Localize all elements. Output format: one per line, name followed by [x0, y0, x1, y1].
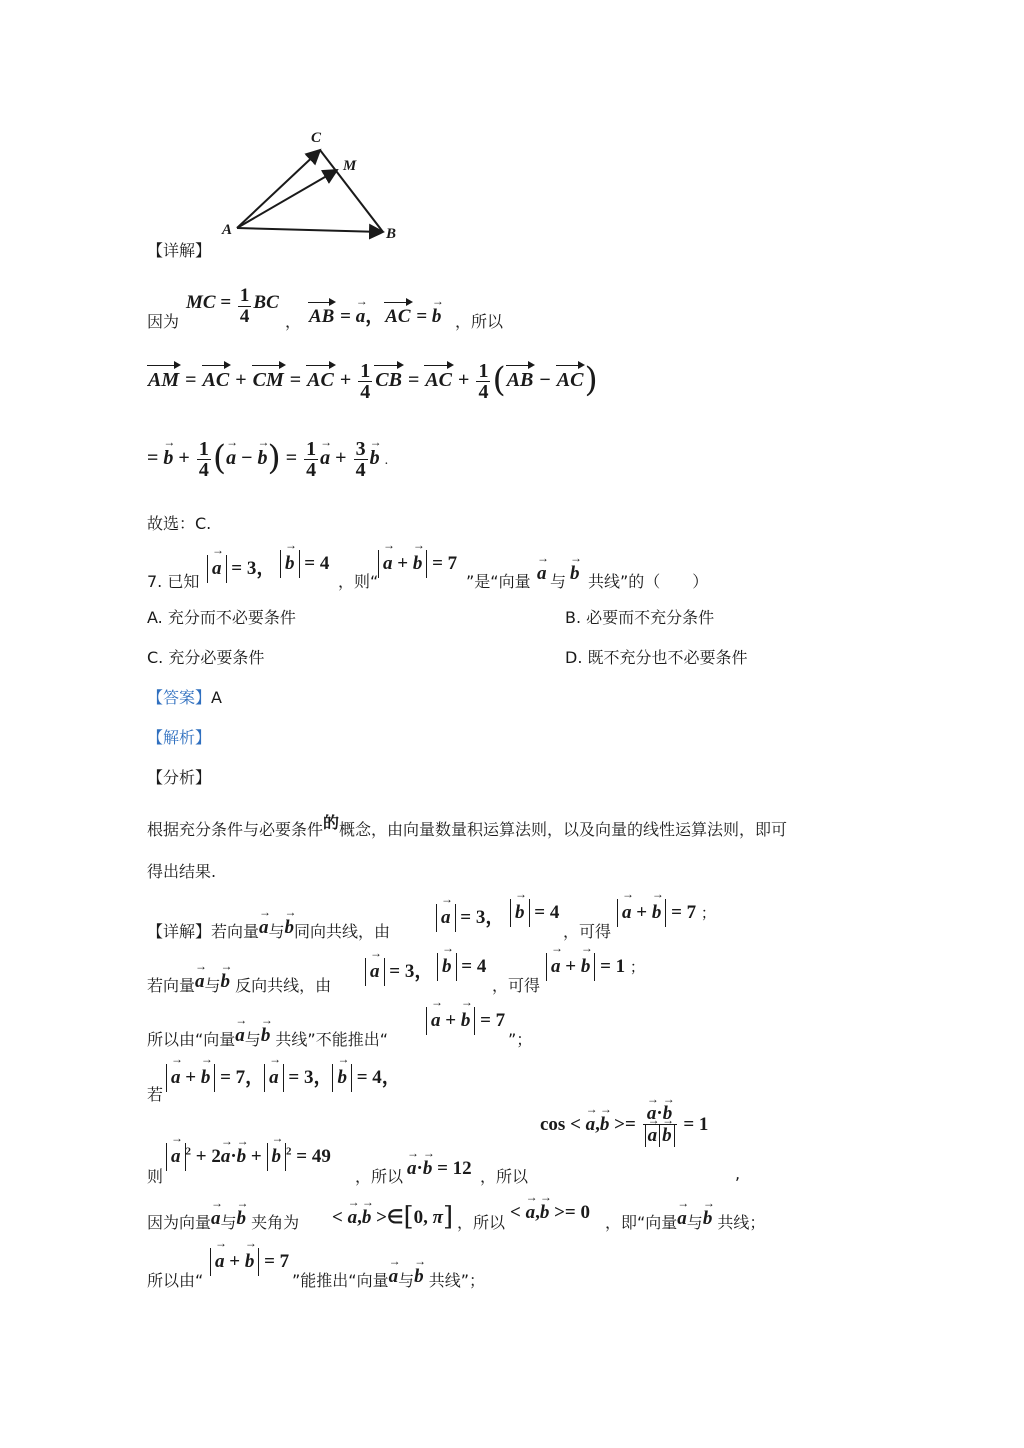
math-mc-eq: MC = $\frac{1}{4}$ BC [186, 285, 279, 327]
detail-line-2: 若向量→ a与→ b 反向共线，由 [147, 973, 331, 997]
math-l1-b4: → b = 4 [510, 899, 559, 927]
detail-l7-a: 所以由“ [147, 1271, 204, 1290]
detail-l5-a: 则 [147, 1167, 164, 1186]
label-m: M [343, 158, 357, 174]
detail-line-1: 【详解】若向量→ a与→ b同向共线，由 [147, 919, 390, 943]
vector-ab [237, 228, 383, 232]
vector-am [237, 170, 337, 228]
q7-number: 7. 已知 [147, 572, 200, 591]
math-l2-sum1: → a + → b = 1 ； [546, 953, 645, 981]
detail-l5-b: ，所以 [355, 1167, 404, 1186]
vec-b: → b [570, 563, 580, 585]
q7-then: ，则“ [338, 572, 379, 591]
option-d: D. 既不充分也不必要条件 [565, 648, 748, 667]
q7-gongxian: 共线”的（ ） [588, 572, 709, 591]
math-l7-sum7: → a + → b = 7 [210, 1248, 289, 1276]
vec-a: → a [537, 563, 547, 585]
option-a: A. 充分而不必要条件 [147, 608, 296, 627]
math-l5-expand: → a $^2$ + 2→ a·→ b + → b $^2$ = 49 [166, 1143, 331, 1171]
math-l6-angle: < → a,→ b >∈[0, π] [332, 1202, 453, 1232]
triangle-figure [215, 128, 405, 246]
vector-ac [237, 150, 320, 228]
text-select-c: 故选：C. [147, 514, 212, 533]
answer-label: 【答案】 [147, 688, 212, 707]
comma-1: ， [285, 312, 302, 331]
math-l4: → a + → b = 7，→ a = 3，→ b = 4， [166, 1062, 401, 1092]
math-result: = → b + $\frac{1}{4}$ (→ a − → b) = $\frac{1}{4}$ → a + $\frac{3}{4}$ → b . [147, 438, 388, 480]
jiexi-heading: 【解析】 [147, 728, 212, 747]
text-because: 因为 [147, 312, 180, 331]
detail-line-6: 因为向量→ a与→ b 夹角为 [147, 1210, 299, 1234]
detail-line-7b: ”能推出“向量→ a与→ b 共线”； [292, 1268, 485, 1292]
math-l3-sum7: → a + → b = 7 [426, 1007, 505, 1035]
math-l5-dot12: → a·→ b = 12 [407, 1158, 472, 1180]
math-l1-sum7: → a + → b = 7 ； [617, 899, 716, 927]
math-l2-a3: → a = 3， [365, 956, 433, 986]
detail-line-3: 所以由“向量→ a与→ b 共线”不能推出“ [147, 1027, 388, 1051]
math-l2-b4: → b = 4 [437, 953, 486, 981]
analysis-line-2: 得出结果. [147, 862, 217, 881]
answer-value: A [211, 688, 222, 707]
text-so-1: ，所以 [455, 312, 504, 331]
detail-l3-d: ”； [508, 1030, 533, 1049]
detail-l5-c: ，所以 [480, 1167, 529, 1186]
math-am-derivation: AM = AC + CM = AC + $\frac{1}{4}$ CB = AC + $\frac{1}{4}$ (AB − AC) [148, 359, 598, 403]
math-ab-ac: AB = → a，AC = → b [308, 301, 441, 328]
detail-heading-1: 【详解】 [147, 241, 212, 260]
detail-l6-d: ，所以 [457, 1213, 506, 1232]
option-c: C. 充分必要条件 [147, 648, 265, 667]
detail-l4-a: 若 [147, 1085, 164, 1104]
answer-line [147, 685, 222, 708]
label-a: A [222, 222, 233, 238]
detail-line-6b: ，即“向量→ a与→ b 共线； [605, 1210, 765, 1234]
math-abs-a-plus-b-7: → a + → b = 7 [378, 550, 457, 578]
label-c: C [311, 130, 322, 146]
analysis-line-1: 根据充分条件与必要条件的概念，由向量数量积运算法则，以及向量的线性运算法则，即可 [147, 813, 788, 839]
math-abs-a-3: → a = 3， [207, 553, 275, 583]
q7-is: ”是“向量 [466, 572, 531, 591]
detail-l1-d: ，可得 [563, 922, 612, 941]
math-cos: cos < → a,→ b >= → a·→ b → a→ b = 1 [540, 1104, 708, 1147]
math-l1-a3: → a = 3， [436, 902, 504, 932]
label-b: B [386, 226, 397, 242]
math-l6-zero: < → a,→ b >= 0 [510, 1202, 590, 1224]
q7-yu: 与 [550, 572, 567, 591]
fenxi-heading: 【分析】 [147, 768, 212, 787]
math-abs-b-4: → b = 4 [280, 550, 329, 578]
detail-l2-d: ，可得 [492, 976, 541, 995]
option-b: B. 必要而不充分条件 [565, 608, 715, 627]
comma-l5: , [735, 1164, 741, 1183]
